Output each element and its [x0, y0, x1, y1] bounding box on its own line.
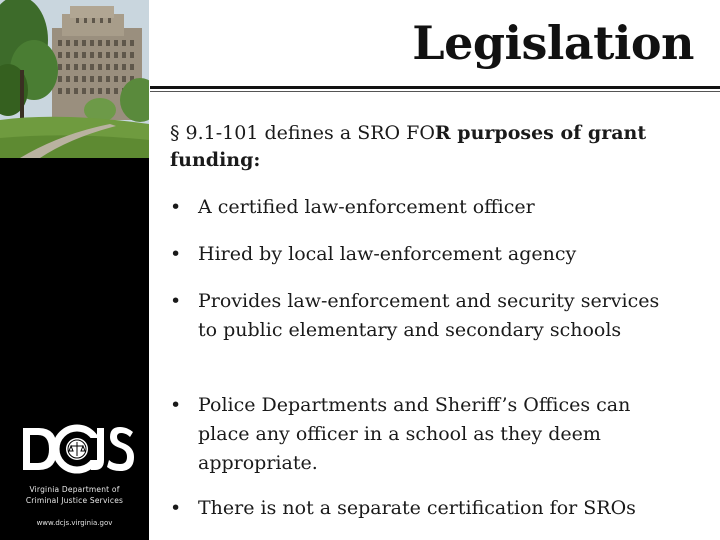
- bullet-text: There is not a separate certification for SROs: [198, 497, 636, 519]
- slide-title: Legislation: [412, 16, 694, 70]
- dcjs-logo-block: [0, 420, 149, 527]
- bullet-text: Police Departments and Sheriff’s Offices can place any officer in a school as they deem appropriate.: [198, 394, 631, 474]
- list-item: [170, 287, 678, 345]
- list-item: [170, 391, 678, 478]
- building-photo: [0, 0, 149, 158]
- bullet-text: Hired by local law-enforcement agency: [198, 243, 577, 265]
- sidebar: [0, 0, 149, 540]
- intro-bold: R purposes of grant funding:: [170, 122, 647, 171]
- agency-name: Virginia Department of Criminal Justice Services: [25, 485, 124, 505]
- title-divider: [150, 86, 720, 89]
- list-item: [170, 494, 708, 523]
- bullet-icon: •: [170, 497, 182, 519]
- bullet-icon: •: [170, 290, 182, 312]
- bullet-icon: •: [170, 394, 182, 416]
- dcjs-logo: [15, 420, 135, 478]
- bullet-text: A certified law-enforcement officer: [198, 196, 535, 218]
- list-item: [170, 193, 535, 222]
- title-divider-thin: [150, 91, 720, 92]
- intro-text: [170, 120, 690, 174]
- bullet-text: Provides law-enforcement and security services to public elementary and secondary schools: [198, 290, 660, 341]
- list-item: [170, 240, 576, 269]
- bullet-icon: •: [170, 243, 182, 265]
- intro-prefix: § 9.1-101 defines a SRO FO: [170, 122, 435, 144]
- bullet-icon: •: [170, 196, 182, 218]
- agency-url: www.dcjs.virginia.gov: [36, 519, 113, 527]
